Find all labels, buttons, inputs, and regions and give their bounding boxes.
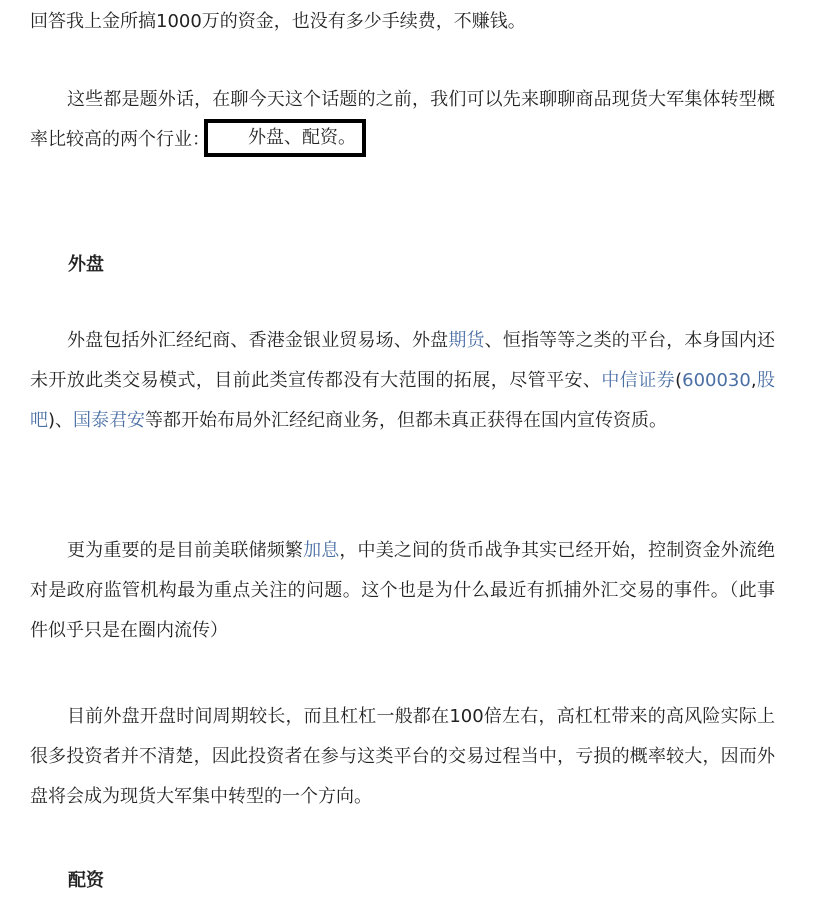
- paragraph-continued: 回答我上金所搞1000万的资金，也没有多少手续费，不赚钱。: [30, 11, 526, 32]
- paragraph-waipan-1: [30, 321, 775, 441]
- link-futures[interactable]: 期货: [448, 330, 485, 351]
- section-heading-peizi: 配资: [68, 870, 104, 891]
- paragraph-waipan-2: [30, 531, 775, 651]
- link-stock-code[interactable]: 600030: [682, 370, 751, 391]
- text-span: (: [675, 370, 683, 391]
- link-guotai-junan[interactable]: 国泰君安: [73, 410, 146, 431]
- paragraph-intro: [30, 80, 775, 160]
- text-span: ，中美之间的货币战争其实已经开始，控制资金外流绝对是政府监管机构最为重点关注的问题。这个也是为什么最近有抓捕外汇交易的事件。（此事件似乎只是在圈内流传）: [30, 540, 776, 641]
- link-guba[interactable]: 股吧: [30, 370, 776, 431]
- text-span: 外盘包括外汇经纪商、香港金银业贸易场、外盘: [67, 330, 449, 351]
- intro-text: 这些都是题外话，在聊今天这个话题的之前，我们可以先来聊聊商品现货大军集体转型概率比较高的两个行业：: [30, 89, 775, 150]
- text-span: ,: [750, 370, 757, 391]
- link-citic-securities[interactable]: 中信证券: [601, 370, 676, 391]
- text-span: 更为重要的是目前美联储频繁: [67, 540, 304, 561]
- paragraph-waipan-3: 目前外盘开盘时间周期较长，而且杠杠一般都在100倍左右，高杠杠带来的高风险实际上很多投资者并不清楚，因此投资者在参与这类平台的交易过程当中，亏损的概率较大，因而外盘将会成为现货大军集中转型的一个方向。: [30, 706, 775, 807]
- link-rate-hike[interactable]: 加息: [303, 540, 340, 561]
- text-span: 、恒指等等之类的平台，本身国内还未开放此类交易模式，目前此类宣传都没有大范围的拓展，尽管平安、: [30, 330, 776, 391]
- highlight-box: 外盘、配资。: [204, 119, 366, 157]
- text-span: )、: [48, 410, 74, 431]
- text-span: 等都开始布局外汇经纪商业务，但都未真正获得在国内宣传资质。: [145, 410, 668, 431]
- section-heading-waipan: 外盘: [68, 254, 104, 275]
